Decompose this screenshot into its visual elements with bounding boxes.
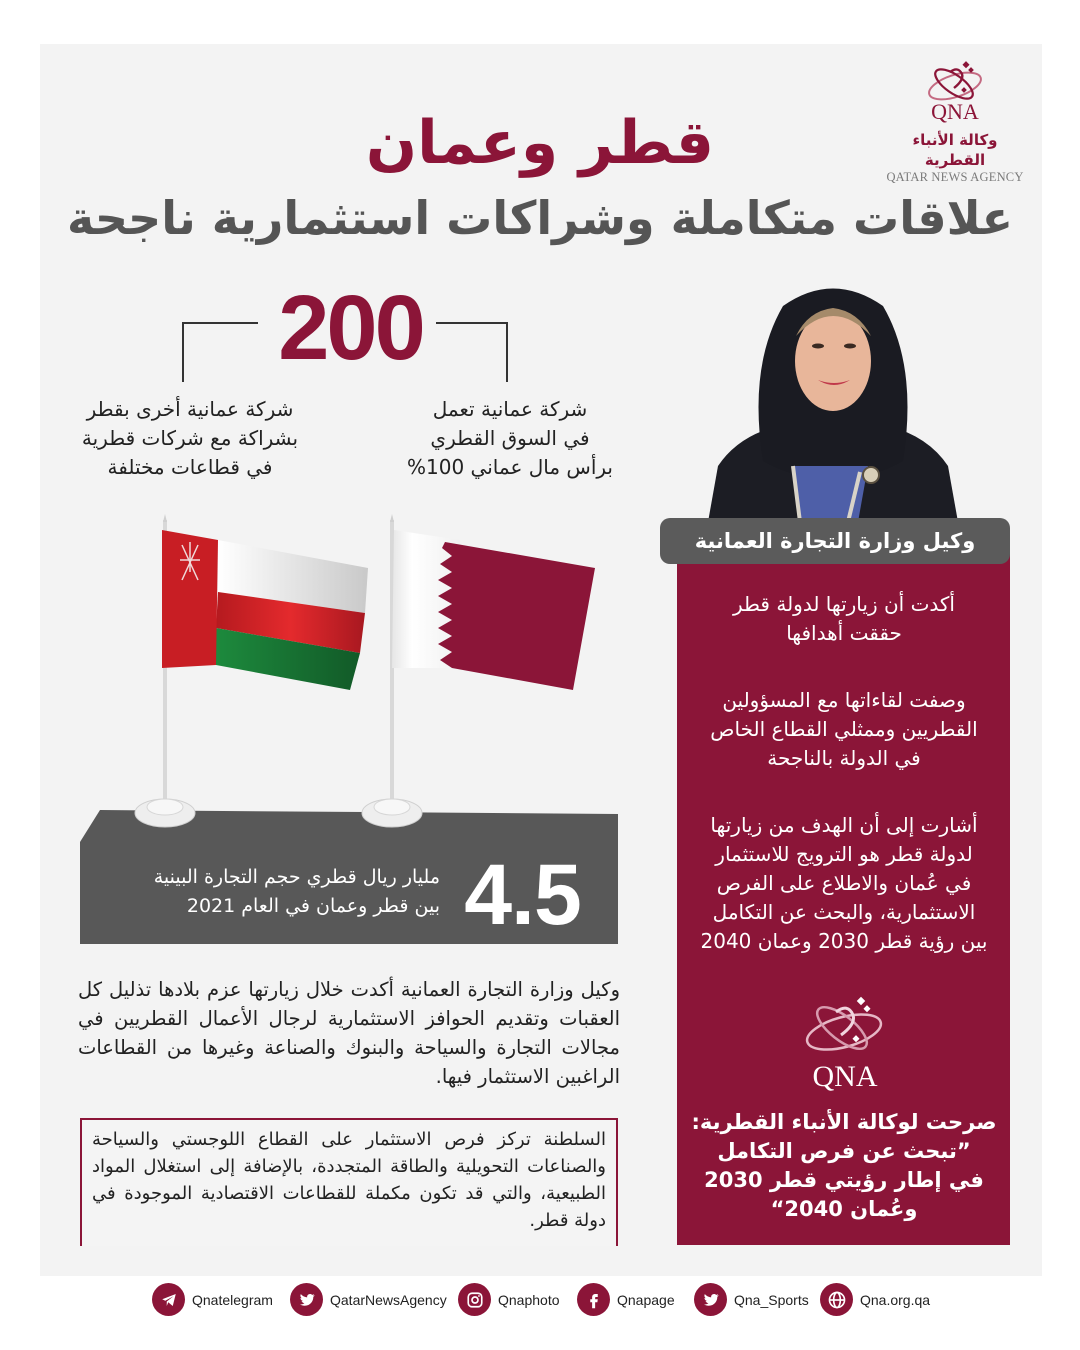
sidebar-point-2 (684, 686, 1004, 773)
stat-right-caption (390, 395, 630, 482)
caption-line: بشراكة مع شركات قطرية (81, 426, 299, 450)
quote-line: وعُمان 2040“ (770, 1197, 918, 1221)
point-line: أشارت إلى أن الهدف من زيارتها (710, 813, 978, 837)
caption-line: شركة عمانية أخرى بقطر (86, 397, 294, 421)
social-link-twitter[interactable] (290, 1283, 447, 1316)
point-line: لدولة قطر هو الترويج للاستثمار (715, 842, 973, 866)
telegram-icon (152, 1283, 185, 1316)
social-link-facebook[interactable] (577, 1283, 675, 1316)
social-label: Qna.org.qa (860, 1291, 931, 1308)
point-line: حققت أهدافها (786, 621, 902, 645)
point-line: الاستثمارية، والبحث عن التكامل (712, 900, 976, 924)
social-link-website[interactable] (820, 1283, 930, 1316)
globe-icon (820, 1283, 853, 1316)
caption-line: برأس مال عماني 100% (406, 455, 613, 479)
twitter-icon (290, 1283, 323, 1316)
qna-logo-english: QATAR NEWS AGENCY (886, 170, 1024, 184)
social-label: Qnaphoto (498, 1291, 560, 1308)
instagram-icon (458, 1283, 491, 1316)
point-line: بين رؤية قطر 2030 وعمان 2040 (700, 929, 988, 953)
trade-value: 4.5 (464, 847, 581, 943)
social-label: QatarNewsAgency (330, 1291, 447, 1308)
bracket-line-left (182, 322, 258, 382)
sidebar-qna-logo (780, 992, 910, 1092)
twitter-icon (694, 1283, 727, 1316)
sidebar-point-3 (684, 811, 1004, 956)
caption-line: شركة عمانية تعمل (432, 397, 588, 421)
caption-line: في السوق القطري (430, 426, 590, 450)
quote-line: ”تبحث عن فرص التكامل (717, 1139, 971, 1163)
flags-illustration (130, 510, 620, 840)
stat-left-caption (70, 395, 310, 482)
social-label: Qnatelegram (192, 1291, 273, 1308)
qna-logo-latin: QNA (931, 99, 979, 124)
body-paragraph: وكيل وزارة التجارة العمانية أكدت خلال زيارتها عزم بلادها تذليل كل العقبات وتقديم الحوافز الاستثمارية لرجال الأعمال القطريين في مجالات التجارة والسياحة والبنوك والصناعة وغيرها من القطاعات الراغبين الاستثمار فيها. (78, 978, 620, 1088)
quote-line: في إطار رؤيتي قطر 2030 (704, 1168, 984, 1192)
qna-logo-arabic: وكالة الأنباء القطرية (912, 131, 998, 169)
sidebar-point-1 (684, 590, 1004, 648)
qna-emblem-icon (800, 992, 890, 1062)
page-title: قطر وعمان (365, 108, 715, 178)
point-line: وصفت لقاءاتها مع المسؤولين (722, 688, 966, 712)
sidebar-logo-latin: QNA (812, 1060, 878, 1093)
social-label: Qnapage (617, 1291, 675, 1308)
official-portrait (708, 276, 958, 522)
page-subtitle: علاقات متكاملة وشراكات استثمارية ناجحة (67, 191, 1013, 245)
caption-line: مليار ريال قطري حجم التجارة البينية (153, 866, 440, 888)
trade-caption (110, 863, 440, 921)
point-line: في الدولة بالناجحة (767, 746, 921, 770)
oman-flag-icon (135, 514, 368, 827)
social-label: Qna_Sports (734, 1291, 809, 1308)
qatar-flag-icon (362, 514, 595, 827)
bracket-line-right (436, 322, 508, 382)
note-text: السلطنة تركز فرص الاستثمار على القطاع اللوجستي والسياحة والصناعات التحويلية والطاقة المتجددة، بالإضافة إلى استغلال المواد الطبيعية، والتي قد تكون مكملة للقطاعات الاقتصادية الموجودة في دولة قطر. (92, 1129, 606, 1231)
point-line: القطريين وممثلي القطاع الخاص (710, 717, 978, 741)
caption-line: في قطاعات مختلفة (107, 455, 273, 479)
point-line: أكدت أن زيارتها لدولة قطر (732, 592, 955, 616)
social-link-twitter-sports[interactable] (694, 1283, 809, 1316)
quote-line: صرحت لوكالة الأنباء القطرية: (691, 1110, 997, 1134)
point-line: في عُمان والاطلاع على الفرص (716, 871, 972, 895)
caption-line: بين قطر وعمان في العام 2021 (186, 895, 440, 917)
sidebar-quote (684, 1108, 1004, 1224)
stat-200-value: 200 (278, 277, 423, 379)
social-link-telegram[interactable] (152, 1283, 273, 1316)
sidebar-header: وكيل وزارة التجارة العمانية (660, 518, 1010, 564)
facebook-icon (577, 1283, 610, 1316)
social-link-instagram[interactable] (458, 1283, 560, 1316)
